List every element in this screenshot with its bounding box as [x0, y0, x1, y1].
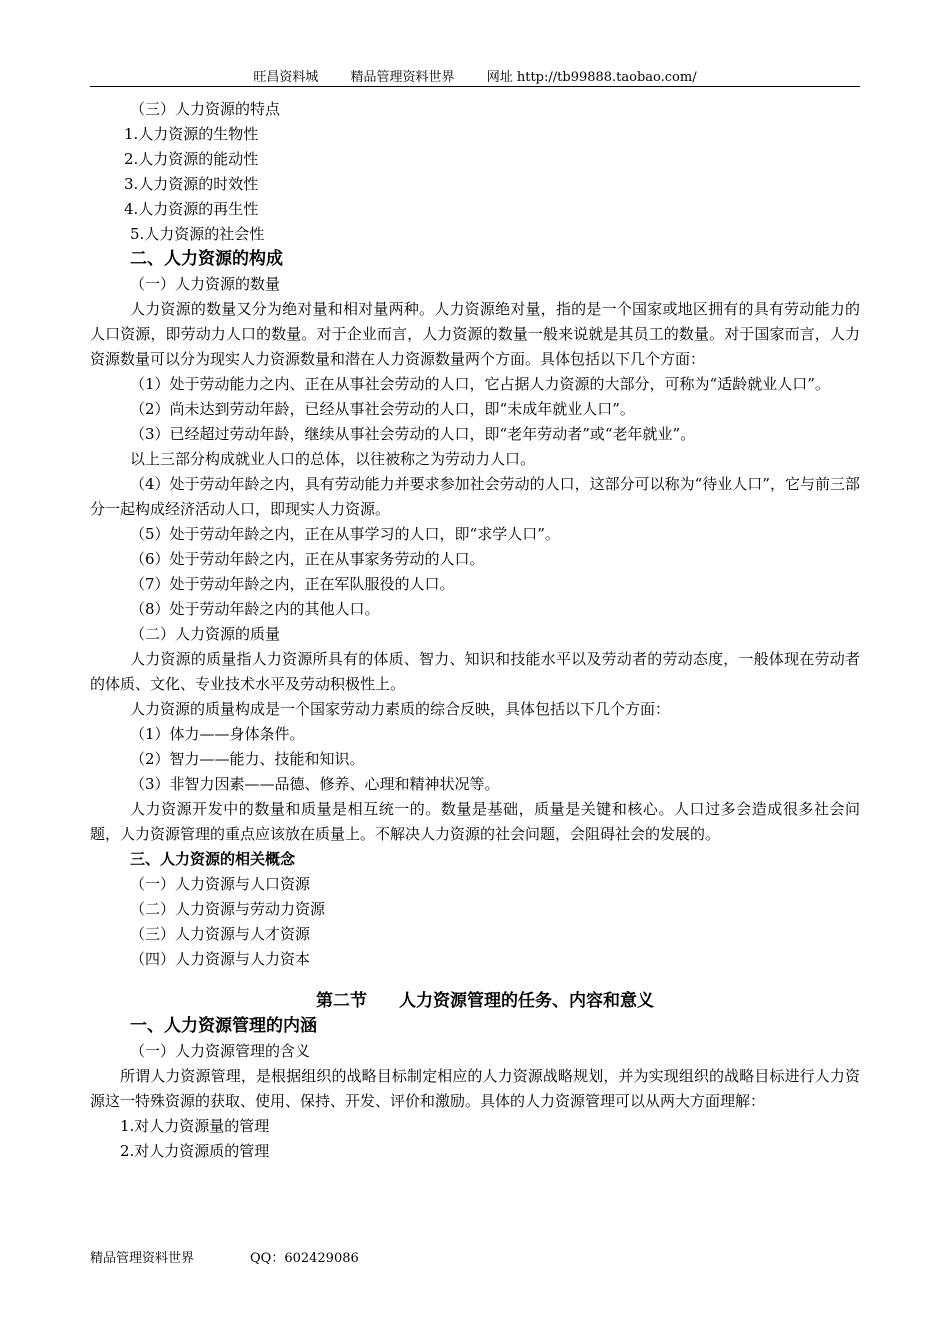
list-item: 1.人力资源的生物性: [124, 125, 259, 143]
list-item: （三）人力资源与人才资源: [130, 925, 311, 943]
list-item: （2）智力——能力、技能和知识。: [130, 750, 365, 768]
paragraph: 以上三部分构成就业人口的总体，以往被称之为劳动力人口。: [130, 450, 536, 468]
section-heading: 一、人力资源管理的内涵: [130, 1016, 317, 1036]
subheading: （一）人力资源的数量: [130, 275, 281, 293]
subheading: （一）人力资源管理的含义: [130, 1042, 311, 1060]
section-number: 第二节: [316, 991, 367, 1011]
paragraph: 所谓人力资源管理，是根据组织的战略目标制定相应的人力资源战略规划，并为实现组织的战略目标进行人力资源这一特殊资源的获取、使用、保持、开发、评价和激励。具体的人力资源管理可以从两大方面理解：: [90, 1067, 860, 1110]
page-header: [90, 66, 860, 87]
list-item: （3）已经超过劳动年龄，继续从事社会劳动的人口，即“老年劳动者”或“老年就业”。: [130, 425, 696, 443]
list-item: （5）处于劳动年龄之内，正在从事学习的人口，即“求学人口”。: [130, 525, 560, 543]
subheading: （二）人力资源的质量: [130, 625, 281, 643]
paragraph: （1）处于劳动能力之内、正在从事社会劳动的人口，它占据人力资源的大部分，可称为“适龄就业人口”。: [130, 375, 830, 393]
list-item: （一）人力资源与人口资源: [130, 875, 311, 893]
footer-qq: QQ：602429086: [250, 1251, 359, 1266]
paragraph: 人力资源开发中的数量和质量是相互统一的。数量是基础，质量是关键和核心。人口过多会造成很多社会问题，人力资源管理的重点应该放在质量上。不解决人力资源的社会问题，会阻碍社会的发展的。: [90, 800, 860, 843]
list-item: 4.人力资源的再生性: [124, 200, 259, 218]
section-heading: 二、人力资源的构成: [130, 249, 283, 269]
list-item: 1.对人力资源量的管理: [120, 1117, 270, 1135]
chapter-section-title: [90, 989, 860, 1014]
document-body: [90, 97, 860, 1164]
list-item: （2）尚未达到劳动年龄，已经从事社会劳动的人口，即“未成年就业人口”。: [130, 400, 635, 418]
header-url-group: [487, 70, 697, 85]
list-item: （6）处于劳动年龄之内，正在从事家务劳动的人口。: [130, 550, 485, 568]
paragraph: 人力资源的质量指人力资源所具有的体质、智力、知识和技能水平以及劳动者的劳动态度，一般体现在劳动者的体质、文化、专业技术水平及劳动积极性上。: [90, 650, 860, 693]
paragraph: 人力资源的数量又分为绝对量和相对量两种。人力资源绝对量，指的是一个国家或地区拥有的具有劳动能力的人口资源，即劳动力人口的数量。对于企业而言，人力资源的数量一般来说就是其员工的数量。对于国家而言，人力资源数量可以分为现实人力资源数量和潜在人力资源数量两个方面。具体包括以下几个方面：: [90, 300, 860, 368]
section-heading: 三、人力资源的相关概念: [130, 850, 296, 868]
list-item: （四）人力资源与人力资本: [130, 950, 311, 968]
list-item: （7）处于劳动年龄之内，正在军队服役的人口。: [130, 575, 455, 593]
paragraph: 人力资源的质量构成是一个国家劳动力素质的综合反映，具体包括以下几个方面：: [130, 700, 671, 718]
header-world: 精品管理资料世界: [350, 70, 455, 85]
list-item: （二）人力资源与劳动力资源: [130, 900, 326, 918]
paragraph: （4）处于劳动年龄之内，具有劳动能力并要求参加社会劳动的人口，这部分可以称为“待业人口”，它与前三部分一起构成经济活动人口，即现实人力资源。: [90, 475, 860, 518]
list-item: 2.对人力资源质的管理: [120, 1142, 270, 1160]
section-title: 人力资源管理的任务、内容和意义: [399, 991, 654, 1011]
list-item: （8）处于劳动年龄之内的其他人口。: [130, 600, 380, 618]
subheading: （三）人力资源的特点: [130, 100, 281, 118]
header-url[interactable]: http://tb99888.taobao.com/: [516, 70, 697, 85]
header-shop: 旺昌资料城: [253, 70, 319, 85]
list-item: 5.人力资源的社会性: [130, 225, 265, 243]
list-item: （3）非智力因素——品德、修养、心理和精神状况等。: [130, 775, 500, 793]
list-item: 2.人力资源的能动性: [124, 150, 259, 168]
list-item: （1）体力——身体条件。: [130, 725, 305, 743]
header-url-label: 网址: [486, 70, 513, 85]
page-footer: [90, 1247, 359, 1266]
footer-left: 精品管理资料世界: [90, 1251, 195, 1266]
list-item: 3.人力资源的时效性: [124, 175, 259, 193]
